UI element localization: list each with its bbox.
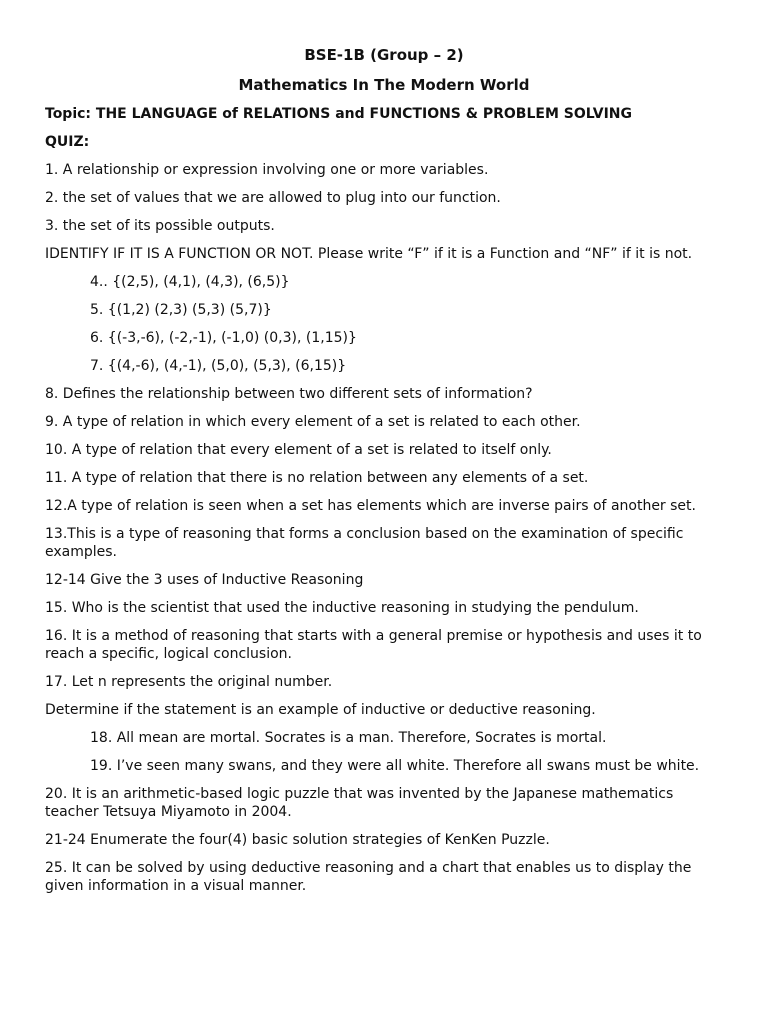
quiz-item: 15. Who is the scientist that used the inductive reasoning in studying the pendulum.: [45, 600, 639, 616]
topic-line: Topic: THE LANGUAGE of RELATIONS and FUNCTIONS & PROBLEM SOLVING: [45, 106, 632, 122]
quiz-item: 5. {(1,2) (2,3) (5,3) (5,7)}: [90, 302, 272, 318]
quiz-item: 25. It can be solved by using deductive reasoning and a chart that enables us to display the given information in a visual manner.: [45, 860, 692, 894]
quiz-item: 2. the set of values that we are allowed to plug into our function.: [45, 190, 501, 206]
quiz-item: 7. {(4,-6), (4,-1), (5,0), (5,3), (6,15)}: [90, 358, 347, 374]
quiz-item: 12-14 Give the 3 uses of Inductive Reasoning: [45, 572, 364, 588]
quiz-item: 4.. {(2,5), (4,1), (4,3), (6,5)}: [90, 274, 290, 290]
course-heading: BSE-1B (Group – 2): [304, 46, 464, 64]
instruction-reasoning: Determine if the statement is an example of inductive or deductive reasoning.: [45, 702, 596, 718]
quiz-item: 18. All mean are mortal. Socrates is a man. Therefore, Socrates is mortal.: [90, 730, 607, 746]
quiz-item: 20. It is an arithmetic-based logic puzzle that was invented by the Japanese mathematics teacher Tetsuya Miyamoto in 2004.: [45, 786, 674, 820]
quiz-item: 11. A type of relation that there is no relation between any elements of a set.: [45, 470, 589, 486]
quiz-item: 9. A type of relation in which every element of a set is related to each other.: [45, 414, 581, 430]
quiz-item: 10. A type of relation that every element of a set is related to itself only.: [45, 442, 552, 458]
quiz-body: [45, 105, 725, 905]
quiz-item: 13.This is a type of reasoning that forms a conclusion based on the examination of specific examples.: [45, 526, 684, 560]
quiz-item: 3. the set of its possible outputs.: [45, 218, 275, 234]
quiz-item: 6. {(-3,-6), (-2,-1), (-1,0) (0,3), (1,15)}: [90, 330, 357, 346]
quiz-label: QUIZ:: [45, 134, 90, 150]
instruction-function: IDENTIFY IF IT IS A FUNCTION OR NOT. Please write “F” if it is a Function and “NF” if it is not.: [45, 246, 693, 262]
quiz-item: 12.A type of relation is seen when a set has elements which are inverse pairs of another set.: [45, 498, 696, 514]
quiz-item: 19. I’ve seen many swans, and they were all white. Therefore all swans must be white.: [90, 758, 700, 774]
quiz-item: 21-24 Enumerate the four(4) basic solution strategies of KenKen Puzzle.: [45, 832, 550, 848]
quiz-item: 1. A relationship or expression involving one or more variables.: [45, 162, 489, 178]
quiz-item: 17. Let n represents the original number.: [45, 674, 333, 690]
quiz-item: 16. It is a method of reasoning that starts with a general premise or hypothesis and uses it to reach a specific, logical conclusion.: [45, 628, 702, 662]
subject-heading: Mathematics In The Modern World: [238, 76, 530, 94]
quiz-item: 8. Defines the relationship between two different sets of information?: [45, 386, 533, 402]
